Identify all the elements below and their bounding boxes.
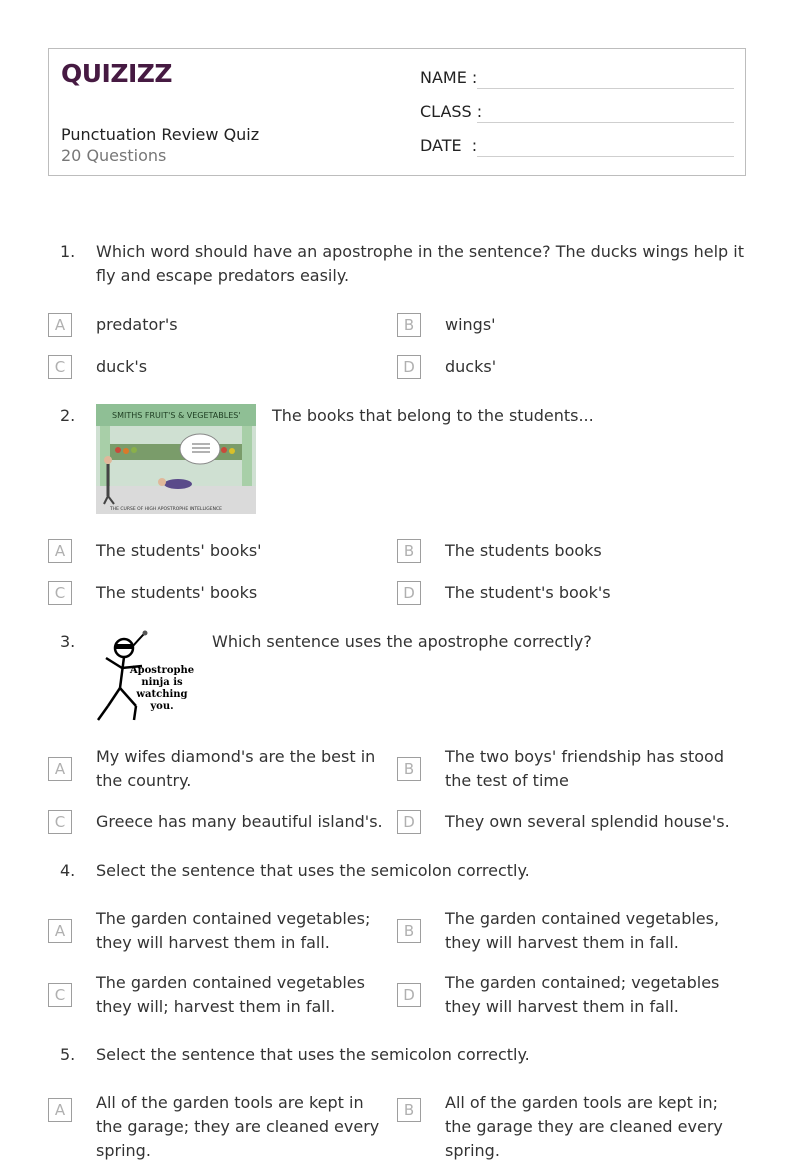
- option-text[interactable]: The garden contained vegetables they will; harvest them in fall.: [96, 973, 365, 1016]
- option-letter-box[interactable]: B: [397, 539, 421, 563]
- question-text: Select the sentence that uses the semicolon correctly.: [96, 861, 530, 880]
- quiz-title: Punctuation Review Quiz: [61, 125, 260, 144]
- class-label: CLASS :: [420, 102, 483, 121]
- option-letter-box[interactable]: D: [397, 983, 421, 1007]
- date-line[interactable]: [477, 156, 734, 157]
- name-line[interactable]: [477, 88, 734, 89]
- question-text: Select the sentence that uses the semicolon correctly.: [96, 1045, 530, 1064]
- ninja-text-line: Apostrophe: [129, 665, 195, 676]
- option-text[interactable]: The students' books': [96, 541, 262, 560]
- option-letter-box[interactable]: D: [397, 810, 421, 834]
- option-text[interactable]: All of the garden tools are kept in; the garage they are cleaned every spring.: [445, 1093, 723, 1160]
- apostrophe-ninja-image: [96, 630, 196, 722]
- quizizz-logo: QUIZIZZ: [61, 59, 173, 88]
- option-text[interactable]: The garden contained; vegetables they will harvest them in fall.: [445, 973, 720, 1016]
- worksheet-header: [48, 48, 746, 176]
- option-letter-box[interactable]: D: [397, 355, 421, 379]
- class-field: [420, 102, 734, 124]
- option-text[interactable]: The student's book's: [445, 583, 611, 602]
- name-field: [420, 68, 734, 90]
- option-letter-box[interactable]: C: [48, 581, 72, 605]
- question-count: 20 Questions: [61, 146, 167, 165]
- date-field: [420, 136, 734, 158]
- option-letter-box[interactable]: A: [48, 313, 72, 337]
- option-letter-box[interactable]: B: [397, 757, 421, 781]
- option-text[interactable]: All of the garden tools are kept in the garage; they are cleaned every spring.: [96, 1093, 380, 1160]
- option-letter-box[interactable]: B: [397, 919, 421, 943]
- option-text[interactable]: wings': [445, 315, 496, 334]
- option-text[interactable]: The garden contained vegetables, they will harvest them in fall.: [445, 909, 720, 952]
- question-number: 4.: [60, 861, 76, 880]
- option-text[interactable]: duck's: [96, 357, 148, 376]
- question-text: Which sentence uses the apostrophe correctly?: [212, 632, 592, 651]
- ninja-text-line: watching: [136, 689, 188, 700]
- question-number: 1.: [60, 242, 76, 261]
- question-text: The books that belong to the students...: [272, 406, 594, 425]
- option-text[interactable]: Greece has many beautiful island's.: [96, 812, 383, 831]
- question-number: 2.: [60, 406, 76, 425]
- option-text[interactable]: ducks': [445, 357, 497, 376]
- name-label: NAME :: [420, 68, 478, 87]
- question-number: 5.: [60, 1045, 76, 1064]
- ninja-text-line: ninja is: [141, 677, 183, 688]
- option-letter-box[interactable]: C: [48, 810, 72, 834]
- option-letter-box[interactable]: C: [48, 983, 72, 1007]
- option-text[interactable]: The students' books: [96, 583, 258, 602]
- option-text[interactable]: The garden contained vegetables; they will harvest them in fall.: [96, 909, 371, 952]
- option-letter-box[interactable]: C: [48, 355, 72, 379]
- option-text[interactable]: My wifes diamond's are the best in the country.: [96, 747, 376, 790]
- fruit-store-cartoon-image: [96, 404, 256, 514]
- ninja-text-line: you.: [150, 701, 174, 712]
- option-text[interactable]: The students books: [445, 541, 602, 560]
- store-sign-text: SMITHS FRUIT'S & VEGETABLES': [112, 411, 241, 420]
- date-label: DATE :: [420, 136, 478, 155]
- question-text: Which word should have an apostrophe in the sentence? The ducks wings help it fly and escape predators easily.: [96, 242, 744, 285]
- option-text[interactable]: They own several splendid house's.: [445, 812, 730, 831]
- option-letter-box[interactable]: B: [397, 1098, 421, 1122]
- option-letter-box[interactable]: B: [397, 313, 421, 337]
- question-number: 3.: [60, 632, 76, 651]
- cartoon-caption: THE CURSE OF HIGH APOSTROPHE INTELLIGENCE: [110, 507, 222, 512]
- option-text[interactable]: The two boys' friendship has stood the test of time: [445, 747, 724, 790]
- option-letter-box[interactable]: A: [48, 757, 72, 781]
- class-line[interactable]: [477, 122, 734, 123]
- option-letter-box[interactable]: A: [48, 539, 72, 563]
- option-letter-box[interactable]: A: [48, 919, 72, 943]
- option-letter-box[interactable]: D: [397, 581, 421, 605]
- option-text[interactable]: predator's: [96, 315, 178, 334]
- option-letter-box[interactable]: A: [48, 1098, 72, 1122]
